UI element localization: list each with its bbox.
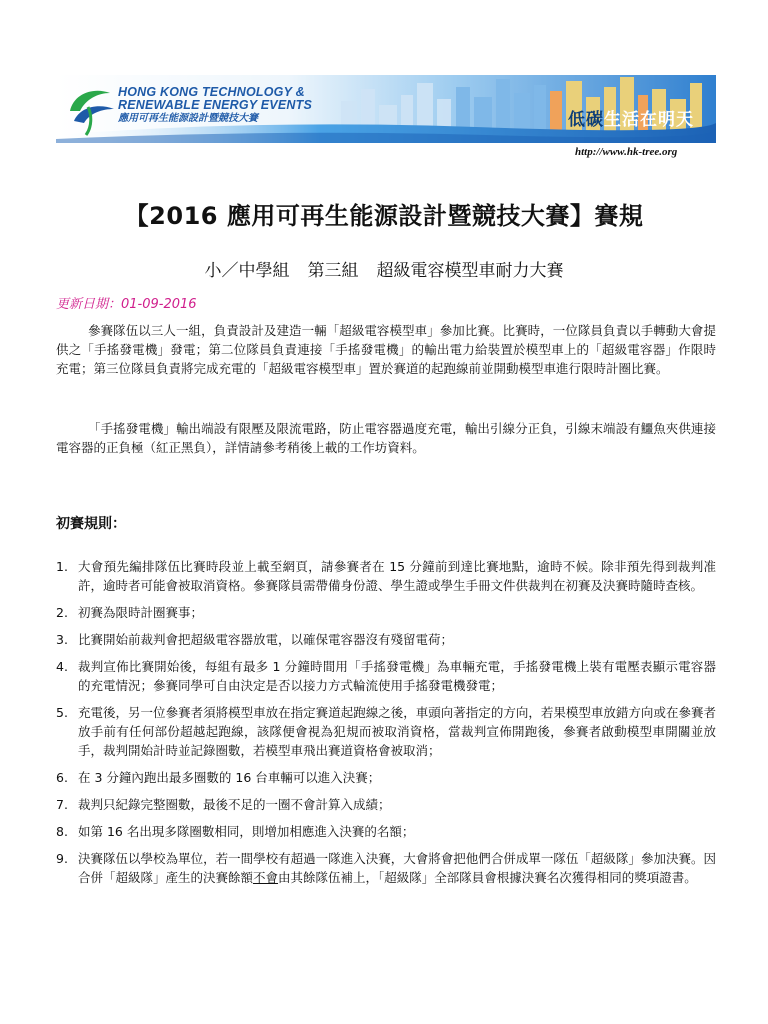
rule-number: 1. [56,559,68,574]
rule-text: 裁判只紀錄完整圈數，最後不足的一圈不會計算入成績； [78,797,391,812]
list-item [56,822,716,841]
website-url[interactable]: http://www.hk-tree.org [575,146,678,158]
rule-number: 4. [56,659,68,674]
logo-line-1: HONG KONG TECHNOLOGY & [118,85,305,99]
intro-paragraph-2 [56,419,716,457]
rule-text-part-a: 決賽隊伍以學校為單位，若一間學校有超過一隊進入決賽，大會將會把他們合併成單一隊伍「超級隊」參加決賽。因合併「超級隊」產生的決賽餘額 [78,851,716,885]
rule-text: 裁判宣佈比賽開始後，每組有最多 1 分鐘時間用「手搖發電機」為車輛充電，手搖發電機上裝有電壓表顯示電容器的充電情況；參賽同學可自由決定是否以接力方式輪流使用手搖發電機發電； [78,659,716,693]
intro-paragraph-1-text: 參賽隊伍以三人一組，負責設計及建造一輛「超級電容模型車」參加比賽。比賽時，一位隊員負責以手轉動大會提供之「手搖發電機」發電；第二位隊員負責連接「手搖發電機」的輸出電力給裝置於模型車上的「超級電容器」作限時充電；第三位隊員負責將完成充電的「超級電容模型車」置於賽道的起跑線前並開動模型車進行限時計圈比賽。 [56,323,716,376]
logo-chinese-name: 應用可再生能源設計暨競技大賽 [118,113,258,124]
subtitle-event: 超級電容模型車耐力大賽 [376,261,564,281]
list-item [56,630,716,649]
rule-text-part-b: 由其餘隊伍補上，「超級隊」全部隊員會根據決賽名次獲得相同的獎項證書。 [278,870,697,885]
update-date: 更新日期：01-09-2016 [56,297,197,312]
rule-text: 充電後，另一位參賽者須將模型車放在指定賽道起跑線之後，車頭向著指定的方向，若果模型車放錯方向或在參賽者放手前有任何部份超越起跑線，該隊便會視為犯規而被取消資格，當裁判宣佈開跑後，參賽者啟動模型車開關並放手，裁判開始計時並記錄圈數，若模型車飛出賽道資格會被取消； [78,705,716,758]
intro-paragraph-2-text: 「手搖發電機」輸出端設有限壓及限流電路，防止電容器過度充電，輸出引線分正負，引線末端設有鱷魚夾供連接電容器的正負極（紅正黑負），詳情請參考稍後上載的工作坊資料。 [56,421,716,455]
list-item [56,849,716,887]
section-heading: 初賽規則： [56,516,126,532]
rule-text: 在 3 分鐘內跑出最多圈數的 16 台車輛可以進入決賽； [78,770,381,785]
intro-paragraph-1 [56,321,716,378]
list-item [56,603,716,622]
document-title: 【2016 應用可再生能源設計暨競技大賽】賽規 [124,202,644,230]
subtitle-group: 小／中學組 [204,261,290,281]
rule-number: 8. [56,824,68,839]
rule-text: 大會預先編排隊伍比賽時段並上載至網頁，請參賽者在 15 分鐘前到達比賽地點，逾時不候。除非預先得到裁判准許，逾時者可能會被取消資格。參賽隊員需帶備身份證、學生證或學生手冊文件供裁判在初賽及決賽時隨時查核。 [78,559,716,593]
rules-list [56,557,716,895]
rule-text-underlined: 不會 [253,870,279,885]
rule-number: 2. [56,605,68,620]
rule-text: 初賽為限時計圈賽事； [78,605,204,620]
list-item [56,795,716,814]
document-subtitle [0,256,768,281]
slogan-main: 生活在明天 [604,110,694,130]
rule-text: 如第 16 名出現多隊圈數相同，則增加相應進入決賽的名額； [78,824,415,839]
list-item [56,557,716,595]
rule-number: 7. [56,797,68,812]
rule-number: 6. [56,770,68,785]
rule-number: 9. [56,851,68,866]
logo-line-2: RENEWABLE ENERGY EVENTS [118,98,312,112]
list-item [56,703,716,760]
slogan [568,105,694,130]
list-item [56,657,716,695]
list-item [56,768,716,787]
rule-number: 5. [56,705,68,720]
slogan-prefix: 低碳 [568,110,604,130]
subtitle-division: 第三組 [307,261,359,281]
event-logo [118,86,312,125]
header-banner [56,75,716,143]
rule-text: 比賽開始前裁判會把超級電容器放電，以確保電容器沒有殘留電荷； [78,632,454,647]
rule-number: 3. [56,632,68,647]
